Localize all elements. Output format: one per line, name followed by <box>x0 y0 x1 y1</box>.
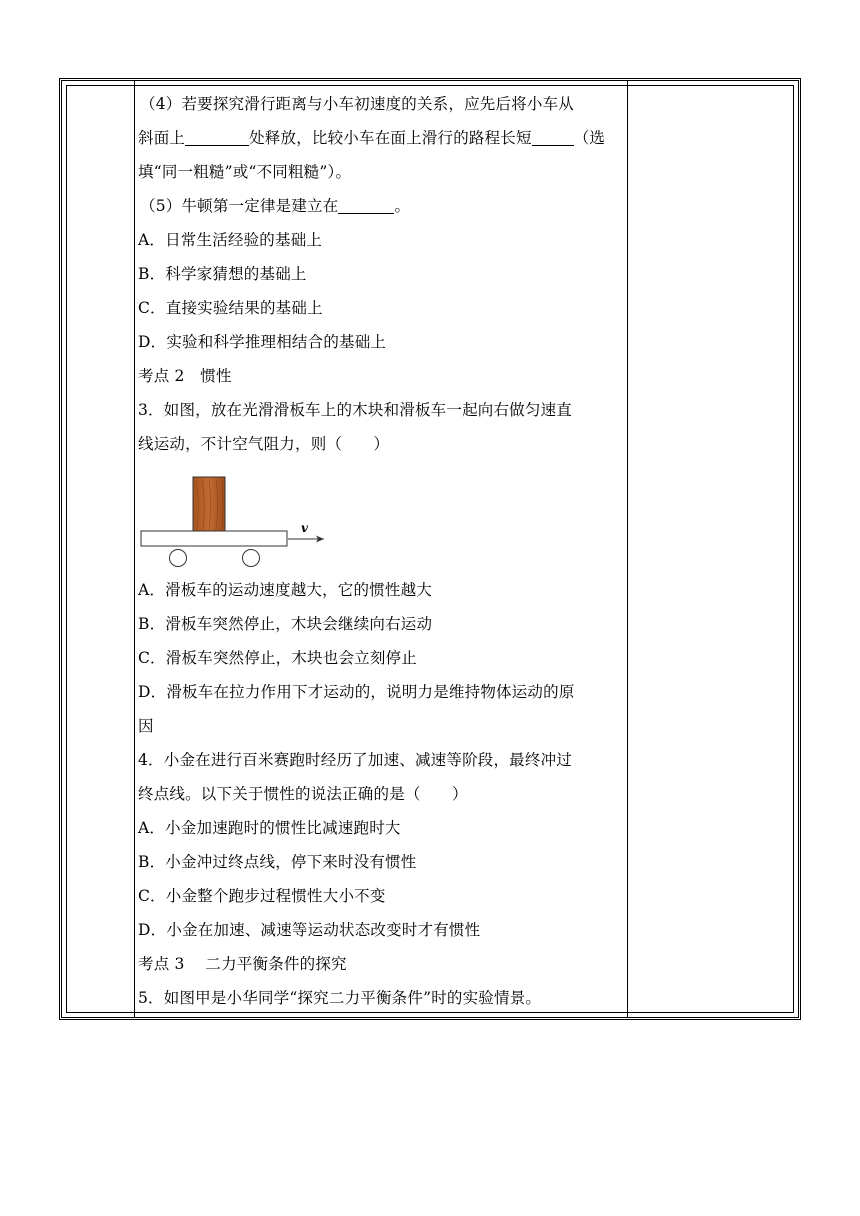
q3-stem-1: 3．如图，放在光滑滑板车上的木块和滑板车一起向右做匀速直 <box>138 401 572 419</box>
wheel-right-icon <box>243 550 260 567</box>
q3-option-a: A．滑板车的运动速度越大，它的惯性越大 <box>138 581 432 599</box>
q5-stem <box>138 189 630 223</box>
q5-option-a: A．日常生活经验的基础上 <box>138 231 323 249</box>
q5-text: （5）牛顿第一定律是建立在 <box>140 197 339 215</box>
q4n-option-d: D．小金在加速、减速等运动状态改变时才有惯性 <box>138 921 481 939</box>
q3-option-d-1: D．滑板车在拉力作用下才运动的，说明力是维持物体运动的原 <box>138 683 575 701</box>
skateboard-figure <box>138 461 630 573</box>
wheel-left-icon <box>170 550 187 567</box>
skateboard-diagram <box>138 461 338 573</box>
q4n-option-a: A．小金加速跑时的惯性比减速跑时大 <box>138 819 401 837</box>
q3-stem-2: 线运动，不计空气阻力，则（ ） <box>138 435 390 453</box>
q4-line-1: （4）若要探究滑行距离与小车初速度的关系，应先后将小车从 <box>140 95 574 113</box>
skateboard-deck-icon <box>141 531 287 546</box>
q4-line-3: 填“同一粗糙”或“不同粗糙”）。 <box>138 163 352 181</box>
q4-text-1: 斜面上 <box>138 129 186 147</box>
blank-3 <box>338 193 394 214</box>
q3-option-b: B．滑板车突然停止，木块会继续向右运动 <box>138 615 433 633</box>
content-cell <box>138 87 630 1015</box>
section-heading-2: 考点 2 惯性 <box>138 367 232 385</box>
blank-2 <box>532 125 574 146</box>
q4-text-3: （选 <box>573 129 606 147</box>
blank-1 <box>185 125 249 146</box>
q4n-stem-1: 4．小金在进行百米赛跑时经历了加速、减速等阶段，最终冲过 <box>138 751 572 769</box>
q4n-option-b: B．小金冲过终点线，停下来时没有惯性 <box>138 853 417 871</box>
q5-option-c: C．直接实验结果的基础上 <box>138 299 323 317</box>
q4-text-2: 处释放，比较小车在面上滑行的路程长短 <box>249 129 532 147</box>
q3-option-c: C．滑板车突然停止，木块也会立刻停止 <box>138 649 417 667</box>
q4n-stem-2: 终点线。以下关于惯性的说法正确的是（ ） <box>138 785 468 803</box>
q5-option-d: D．实验和科学推理相结合的基础上 <box>138 333 387 351</box>
table-frame <box>59 78 801 1020</box>
left-column-divider <box>134 81 135 1017</box>
q5n-stem: 5．如图甲是小华同学“探究二力平衡条件”时的实验情景。 <box>138 989 542 1007</box>
q5-option-b: B．科学家猜想的基础上 <box>138 265 307 283</box>
q5-period: 。 <box>394 197 411 215</box>
q3-option-d-2: 因 <box>138 717 154 735</box>
q4-line-2 <box>138 121 630 155</box>
q4n-option-c: C．小金整个跑步过程惯性大小不变 <box>138 887 386 905</box>
velocity-label: v <box>301 521 308 535</box>
section-heading-3: 考点 3 二力平衡条件的探究 <box>138 955 347 973</box>
